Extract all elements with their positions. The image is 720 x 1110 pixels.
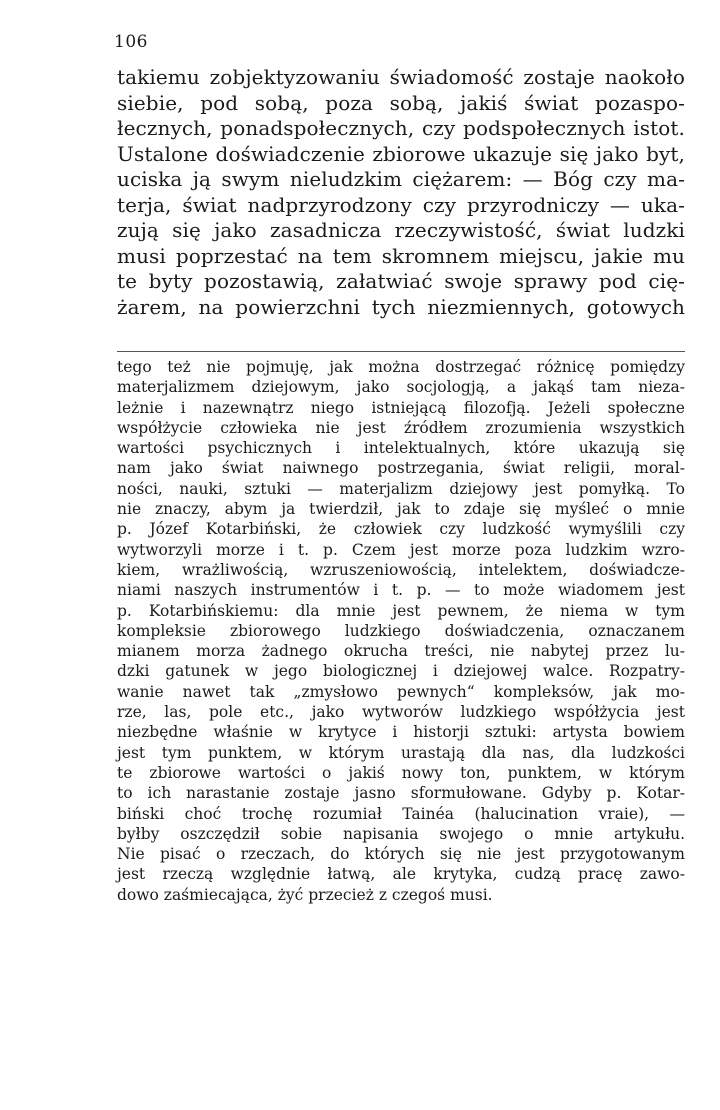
footnote-line: biński choć trochę rozumiał Tainéa (halucination vraie), — <box>117 804 685 823</box>
footnote-line: współżycie człowieka nie jest źródłem zrozumienia wszystkich <box>117 418 685 437</box>
footnote-line: dowo zaśmiecająca, żyć przecież z czegoś musi. <box>117 885 493 904</box>
footnote-line: jest tym punktem, w którym urastają dla nas, dla ludzkości <box>117 743 685 762</box>
footnote-line: kiem, wrażliwością, wzruszeniowością, intelektem, doświadcze- <box>117 560 685 579</box>
footnote-line: mianem morza żadnego okrucha treści, nie nabytej przez lu- <box>117 642 685 661</box>
footnote-line: wartości psychicznych i intelektualnych, które ukazują się <box>117 439 685 458</box>
footnote-line: to ich narastanie zostaje jasno sformułowane. Gdyby p. Kotar- <box>117 784 685 803</box>
footnote-line: niami naszych instrumentów i t. p. — to może wiadomem jest <box>117 581 685 600</box>
body-line: terja, świat nadprzyrodzony czy przyrodniczy — uka- <box>117 192 685 217</box>
page-number: 106 <box>114 32 148 52</box>
body-line: takiemu zobjektyzowaniu świadomość zostaje naokoło <box>117 65 685 89</box>
footnote-line: Nie pisać o rzeczach, do których się nie jest przygotowanym <box>117 845 685 864</box>
footnote-line: dzki gatunek w jego biologicznej i dziejowej walce. Rozpatry- <box>117 662 685 681</box>
footnote-line: wanie nawet tak „zmysłowo pewnych“ kompleksów, jak mo- <box>117 682 685 701</box>
footnote-separator <box>117 351 685 352</box>
body-line: zują się jako zasadnicza rzeczywistość, świat ludzki <box>117 218 685 242</box>
footnote-line: nam jako świat naiwnego postrzegania, świat religii, moral- <box>117 459 685 478</box>
body-line: uciska ją swym nieludzkim ciężarem: — Bóg czy ma- <box>117 167 685 191</box>
footnote-line: rze, las, pole etc., jako wytworów ludzkiego współżycia jest <box>117 703 685 722</box>
body-line: Ustalone doświadczenie zbiorowe ukazuje się jako byt, <box>117 141 685 166</box>
main-body-text <box>117 65 685 320</box>
footnote-line: p. Józef Kotarbiński, że człowiek czy ludzkość wymyślili czy <box>117 520 685 539</box>
body-line: te byty pozostawią, załatwiać swoje sprawy pod cię- <box>117 269 685 293</box>
body-line: żarem, na powierzchni tych niezmiennych, gotowych <box>117 294 685 319</box>
footnote-line: byłby oszczędził sobie napisania swojego o mnie artykułu. <box>117 824 685 843</box>
body-line: siebie, pod sobą, poza sobą, jakiś świat pozaspo- <box>117 90 685 115</box>
footnote-line: wytworzyli morze i t. p. Czem jest morze poza ludzkim wzro- <box>117 540 685 559</box>
footnote-line: leżnie i nazewnątrz niego istniejącą filozofją. Jeżeli społeczne <box>117 398 685 417</box>
body-line: łecznych, ponadspołecznych, czy podspołecznych istot. <box>117 116 685 140</box>
footnote-line: te zbiorowe wartości o jakiś nowy ton, punktem, w którym <box>117 763 685 782</box>
footnote-text <box>117 357 685 905</box>
footnote-line: materjalizmem dziejowym, jako socjologją, a jakąś tam nieza- <box>117 378 685 397</box>
body-line: musi poprzestać na tem skromnem miejscu, jakie mu <box>117 243 685 268</box>
footnote-line: tego też nie pojmuję, jak można dostrzegać różnicę pomiędzy <box>117 358 685 376</box>
footnote-line: kompleksie zbiorowego ludzkiego doświadczenia, oznaczanem <box>117 621 685 640</box>
footnote-line: niezbędne właśnie w krytyce i historji sztuki: artysta bowiem <box>117 723 685 742</box>
footnote-line: p. Kotarbińskiemu: dla mnie jest pewnem, że niema w tym <box>117 601 685 620</box>
footnote-line: nie znaczy, abym ja twierdził, jak to zdaje się myśleć o mnie <box>117 500 685 519</box>
footnote-line: ności, nauki, sztuki — materjalizm dziejowy jest pomyłką. To <box>117 479 685 498</box>
footnote-line: jest rzeczą względnie łatwą, ale krytyka, cudzą pracę zawo- <box>117 865 685 884</box>
